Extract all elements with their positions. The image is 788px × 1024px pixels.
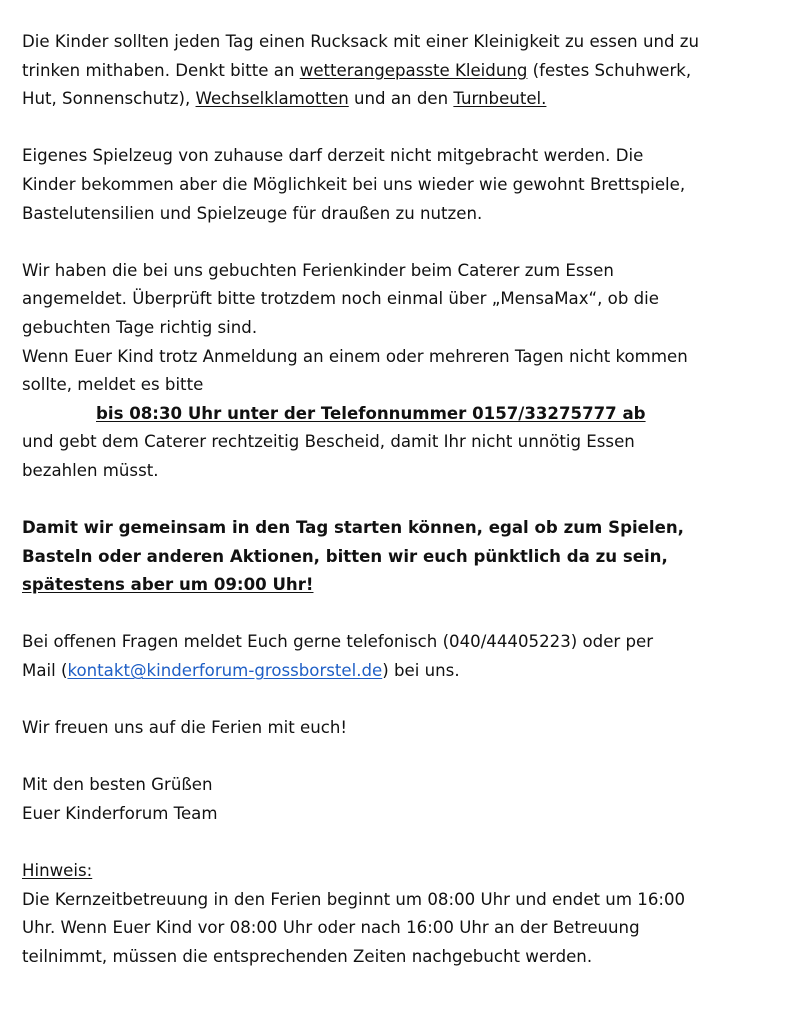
text-line: Bastelutensilien und Spielzeuge für draußen zu nutzen. [22, 203, 483, 223]
text-line: Damit wir gemeinsam in den Tag starten können, egal ob zum Spielen, [22, 518, 684, 538]
text-segment: (festes Schuhwerk, [527, 60, 692, 80]
latest-arrival-time: spätestens aber um 09:00 Uhr! [22, 575, 314, 595]
text-line: Mit den besten Grüßen [22, 775, 213, 795]
underlined-gym-bag: Turnbeutel. [453, 89, 547, 109]
text-line: Wir freuen uns auf die Ferien mit euch! [22, 718, 348, 738]
paragraph-spacer [22, 600, 770, 629]
note-section [22, 857, 770, 971]
text-line: Wir haben die bei uns gebuchten Ferienkinder beim Caterer zum Essen [22, 260, 614, 280]
text-segment: Hut, Sonnenschutz), [22, 89, 196, 109]
text-line [22, 57, 770, 86]
paragraph-spacer [22, 114, 770, 143]
cancellation-deadline-line [22, 400, 770, 429]
text-line: Die Kernzeitbetreuung in den Ferien beginnt um 08:00 Uhr und endet um 16:00 [22, 889, 686, 909]
paragraph-spacer [22, 228, 770, 257]
text-line [22, 571, 770, 600]
paragraph-greeting [22, 714, 770, 743]
text-line: Wenn Euer Kind trotz Anmeldung an einem oder mehreren Tagen nicht kommen [22, 346, 688, 366]
paragraph-punctuality [22, 514, 770, 600]
text-line: Euer Kinderforum Team [22, 804, 218, 824]
email-link[interactable]: kontakt@kinderforum-grossborstel.de [67, 661, 383, 681]
text-line: Kinder bekommen aber die Möglichkeit bei uns wieder wie gewohnt Brettspiele, [22, 174, 686, 194]
text-segment: Mail ( [22, 661, 68, 681]
note-heading-line [22, 857, 770, 886]
text-line: Basteln oder anderen Aktionen, bitten wir euch pünktlich da zu sein, [22, 546, 668, 566]
paragraph-contact [22, 628, 770, 685]
note-heading: Hinweis: [22, 861, 93, 881]
text-line [22, 85, 770, 114]
text-segment: ) bei uns. [382, 661, 460, 681]
underlined-weather-clothing: wetterangepasste Kleidung [299, 60, 528, 80]
text-line: Uhr. Wenn Euer Kind vor 08:00 Uhr oder nach 16:00 Uhr an der Betreuung [22, 918, 640, 938]
text-line: Eigenes Spielzeug von zuhause darf derzeit nicht mitgebracht werden. Die [22, 146, 644, 166]
paragraph-spacer [22, 743, 770, 772]
paragraph-catering [22, 257, 770, 486]
text-line: angemeldet. Überprüft bitte trotzdem noch einmal über „MensaMax“, ob die [22, 289, 659, 309]
text-line: und gebt dem Caterer rechtzeitig Bescheid, damit Ihr nicht unnötig Essen [22, 432, 635, 452]
text-line: Bei offenen Fragen meldet Euch gerne telefonisch (040/44405223) oder per [22, 632, 654, 652]
paragraph-spacer [22, 829, 770, 858]
letter-document [22, 28, 770, 972]
underlined-change-clothes: Wechselklamotten [195, 89, 349, 109]
paragraph-toys [22, 142, 770, 228]
text-line: gebuchten Tage richtig sind. [22, 317, 258, 337]
text-segment: und an den [348, 89, 454, 109]
text-line: sollte, meldet es bitte [22, 375, 204, 395]
paragraph-packing-list [22, 28, 770, 114]
paragraph-spacer [22, 486, 770, 515]
cancellation-deadline: bis 08:30 Uhr unter der Telefonnummer 0157/33275777 ab [96, 403, 646, 423]
text-line: teilnimmt, müssen die entsprechenden Zeiten nachgebucht werden. [22, 947, 593, 966]
text-line: bezahlen müsst. [22, 460, 159, 480]
text-line: Die Kinder sollten jeden Tag einen Rucksack mit einer Kleinigkeit zu essen und zu [22, 32, 700, 51]
text-segment: trinken mithaben. Denkt bitte an [22, 60, 300, 80]
closing-signature [22, 771, 770, 828]
text-line [22, 657, 770, 686]
paragraph-spacer [22, 686, 770, 715]
